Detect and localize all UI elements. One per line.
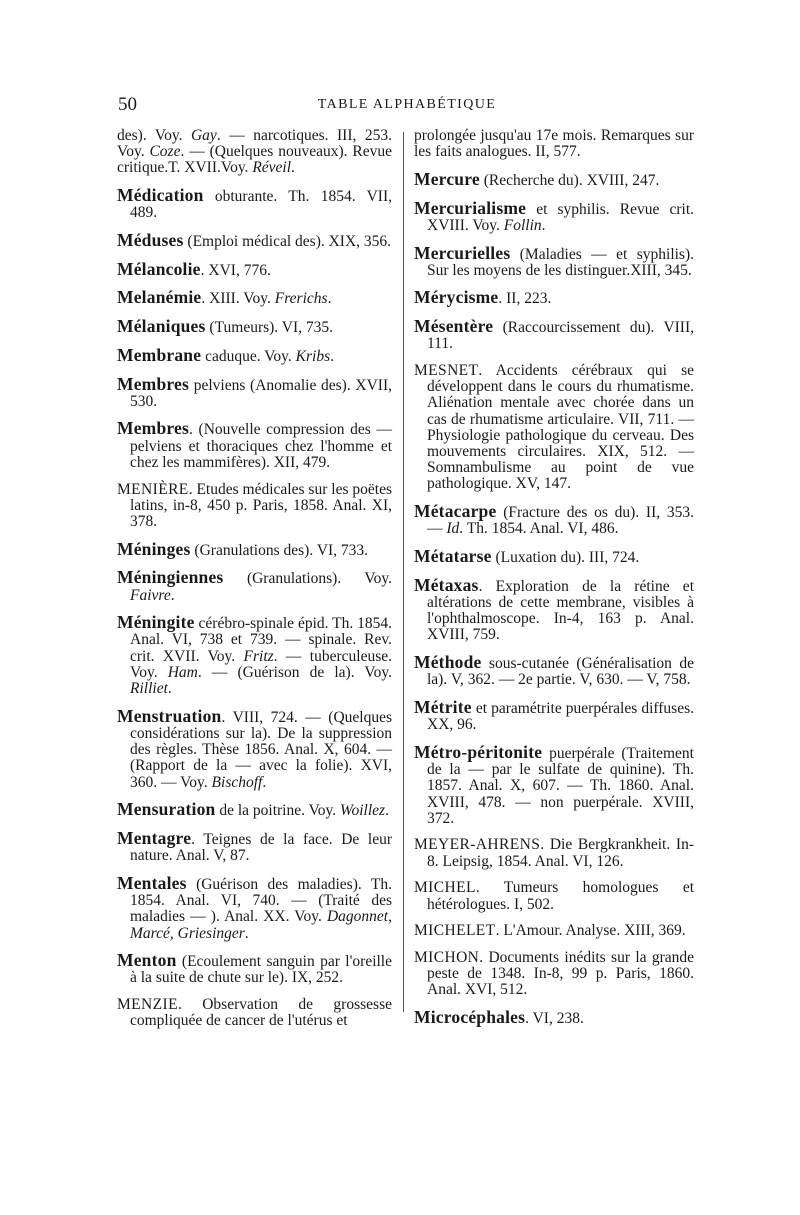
index-entry xyxy=(117,232,392,250)
index-entry xyxy=(117,344,392,365)
entry-headword: Mercurielles xyxy=(414,242,511,263)
entry-reference: Réveil xyxy=(252,159,292,177)
entry-reference: Kribs xyxy=(295,347,331,365)
index-entry xyxy=(414,242,694,279)
entry-text: (Raccourcissement du). VIII, 111. xyxy=(427,319,694,353)
index-entry xyxy=(414,548,694,566)
index-entry xyxy=(117,420,392,471)
index-entry xyxy=(414,503,694,537)
index-entry xyxy=(117,318,392,336)
entry-text: et paramétrite puerpérales diffuses. XX, 96. xyxy=(427,699,694,734)
entry-headword: Membres xyxy=(117,418,190,439)
entry-headword: Membres xyxy=(117,373,190,394)
entry-reference: Gay xyxy=(190,127,217,144)
entry-text: (Granulations). Voy. xyxy=(223,570,392,588)
entry-text: (Granulations des). VI, 733. xyxy=(190,541,369,559)
entry-text: . L'Amour. Analyse. XIII, 369. xyxy=(495,922,686,940)
entry-text: sous-cutanée (Généralisation de la). V, 362. — 2e partie. V, 630. — V, 758. xyxy=(427,655,694,689)
entry-headword: Menton xyxy=(117,950,177,971)
entry-text: . — tuberculeuse. Voy. xyxy=(130,647,392,681)
entry-headword: Microcéphales xyxy=(414,1007,526,1028)
entry-text: et syphilis. Revue crit. XVIII. Voy. xyxy=(427,200,694,234)
index-entry xyxy=(414,363,694,493)
index-entry xyxy=(414,741,694,827)
entry-headword: Mélaniques xyxy=(117,316,206,337)
entry-headword: Melanémie xyxy=(117,287,202,308)
entry-text: (Ecoulement sanguin par l'oreille à la suite de chute sur le). IX, 252. xyxy=(130,953,392,987)
entry-headword: Métaxas xyxy=(414,574,479,595)
left-column xyxy=(117,128,392,1040)
entry-headword: Méduses xyxy=(117,230,184,251)
entry-headword: Mésentère xyxy=(414,316,494,337)
entry-text: (Luxation du). III, 724. xyxy=(491,549,640,567)
index-entry xyxy=(414,168,694,189)
entry-text: . xyxy=(244,924,249,942)
entry-author: MICHEL xyxy=(414,879,476,897)
index-entry xyxy=(117,258,392,279)
entry-reference: Woillez xyxy=(340,802,386,820)
entry-text: . XIII. Voy. xyxy=(201,290,275,308)
index-entry xyxy=(117,569,392,603)
entry-text: . VI, 238. xyxy=(525,1010,584,1028)
entry-author: MESNET xyxy=(414,362,479,380)
index-entry xyxy=(117,830,392,864)
entry-headword: Mensuration xyxy=(117,799,216,820)
entry-text: obturante. Th. 1854. VII, 489. xyxy=(130,188,392,222)
entry-text: . Accidents cérébraux qui se développent dans le cours du rhumatisme. Aliénation mentale avec chorée dans un cas de rhumatisme articulaire. VII, 711. — Physiologie pathologique du cerveau. Des mouvements circulaires. XIX, 512. — Somnambulisme au point de vue pathologique. XV, 147. xyxy=(427,362,694,493)
entry-text: cérébro-spinale épid. Th. 1854. Anal. VI, 738 et 739. — spinale. Rev. crit. XVII. Voy. xyxy=(130,615,392,665)
entry-text: . xyxy=(170,586,175,604)
entry-text: . Etudes médicales sur les poëtes latins, in-8, 450 p. Paris, 1858. Anal. XI, 378. xyxy=(130,480,392,530)
index-entry xyxy=(117,482,392,531)
entry-headword: Métro-péritonite xyxy=(414,741,543,762)
entry-text: (Maladies — et syphilis). Sur les moyens de les distinguer.XIII, 345. xyxy=(427,245,694,279)
entry-reference: Rilliet xyxy=(130,680,168,698)
entry-headword: Méninges xyxy=(117,538,191,559)
entry-text: . Die Bergkrankheit. In-8. Leipsig, 1854. Anal. VI, 126. xyxy=(427,836,694,870)
index-entry xyxy=(414,654,694,688)
entry-text: . Th. 1854. Anal. VI, 486. xyxy=(459,520,619,538)
entry-text: puerpérale (Traitement de la — par le sulfate de quinine). Th. 1857. Anal. X, 607. — Th. 1860. Anal. XVIII, 478. — non puerpérale. XVIII, 372. xyxy=(427,744,694,827)
index-entry xyxy=(117,872,392,942)
index-entry xyxy=(414,696,694,734)
entry-text: pelviens (Anomalie des). XVII, 530. xyxy=(130,376,392,410)
entry-reference: Follin xyxy=(503,216,542,234)
right-column xyxy=(414,128,694,1038)
entry-reference: Faivre xyxy=(130,586,171,604)
entry-headword: Méningite xyxy=(117,612,195,633)
entry-author: MENZIE xyxy=(117,996,178,1014)
index-entry xyxy=(414,950,694,999)
column-divider xyxy=(403,132,404,1012)
entry-headword: Mentagre xyxy=(117,828,192,848)
entry-text: . xyxy=(330,347,334,365)
entry-headword: Mercure xyxy=(414,168,480,189)
entry-reference: Id xyxy=(446,520,460,538)
entry-text: des). Voy. xyxy=(117,127,191,144)
entry-text: . (Nouvelle compression des — pelviens et thoraciques chez l'homme et chez les mammifères). XII, 479. xyxy=(130,421,392,471)
entry-author: MICHON xyxy=(414,948,480,966)
entry-text: . II, 223. xyxy=(498,290,552,308)
entry-author: MEYER-AHRENS xyxy=(414,836,541,854)
entry-text: . Observation de grossesse compliquée de cancer de l'utérus et xyxy=(130,996,392,1030)
entry-text: . — (Guérison de la). Voy. xyxy=(197,663,392,681)
entry-headword: Mérycisme xyxy=(414,287,499,308)
entry-text: (Recherche du). XVIII, 247. xyxy=(479,171,660,189)
entry-text: . — narcotiques. III, 253. Voy. xyxy=(117,127,392,161)
entry-reference: Bischoff xyxy=(211,773,263,791)
entry-text: . Tumeurs homologues et hétérologues. I, 502. xyxy=(427,879,694,913)
index-entry xyxy=(414,837,694,869)
entry-headword: Méthode xyxy=(414,652,482,673)
entry-text: . xyxy=(541,216,546,234)
index-entry xyxy=(414,574,694,644)
entry-text: . VIII, 724. — (Quelques considérations sur la). De la suppression des règles. Thèse 1856. Anal. X, 604. — (Rapport de la — avec la folie). XVI, 360. — Voy. xyxy=(130,708,392,791)
index-entry xyxy=(414,289,694,307)
entry-text: . Teignes de la face. De leur nature. Anal. V, 87. xyxy=(130,831,392,865)
entry-headword: Mélancolie xyxy=(117,258,201,279)
entry-text: . xyxy=(262,773,267,791)
index-entry xyxy=(117,952,392,986)
entry-text: . xyxy=(385,802,389,820)
entry-text: caduque. Voy. xyxy=(201,347,296,365)
entry-headword: Membrane xyxy=(117,344,202,365)
entry-author: MICHELET xyxy=(414,922,496,940)
index-entry xyxy=(414,1009,694,1027)
index-entry xyxy=(414,318,694,352)
entry-headword: Mercurialisme xyxy=(414,197,527,218)
entry-text: . xyxy=(327,290,332,308)
index-entry xyxy=(117,614,392,697)
entry-text: (Guérison des maladies). Th. 1854. Anal. VI, 740. — (Traité des maladies — ). Anal. XX. Voy. xyxy=(130,875,392,926)
index-entry xyxy=(414,197,694,234)
entry-headword: Mentales xyxy=(117,872,187,893)
entry-text: . — (Quelques nouveaux). Revue critique.T. XVII.Voy. xyxy=(117,143,392,177)
entry-text: (Fracture des os du). II, 353. — xyxy=(427,504,694,538)
entry-reference: Coze xyxy=(149,143,181,161)
index-entry xyxy=(117,997,392,1029)
entry-text: prolongée jusqu'au 17e mois. Remarques sur les faits analogues. II, 577. xyxy=(414,127,694,161)
index-entry xyxy=(117,705,392,791)
entry-headword: Métrite xyxy=(414,696,472,717)
entry-reference: Ham xyxy=(167,663,198,681)
entry-reference: Dagonnet, Marcé, Griesinger xyxy=(130,908,392,942)
index-entry xyxy=(117,538,392,559)
index-entry xyxy=(414,923,694,939)
entry-reference: Fritz xyxy=(243,647,274,665)
page-number: 50 xyxy=(118,94,137,115)
index-entry xyxy=(117,373,392,410)
entry-text: . Documents inédits sur la grande peste de 1348. In-8, 99 p. Paris, 1860. Anal. XVI, 512. xyxy=(427,948,694,999)
index-entry xyxy=(414,880,694,912)
index-entry xyxy=(117,128,392,177)
running-title: TABLE ALPHABÉTIQUE xyxy=(317,97,497,112)
entry-text: de la poitrine. Voy. xyxy=(215,802,341,820)
entry-text: . XVI, 776. xyxy=(200,261,271,279)
page-header xyxy=(118,94,696,118)
entry-headword: Méningiennes xyxy=(117,567,224,588)
entry-text: (Tumeurs). VI, 735. xyxy=(205,319,333,337)
entry-text: . Exploration de la rétine et altérations de cette membrane, visibles à l'ophthalmoscope. In-4, 163 p. Anal. XVIII, 759. xyxy=(427,577,694,644)
entry-headword: Métacarpe xyxy=(414,501,497,522)
entry-headword: Métatarse xyxy=(414,546,492,567)
entry-author: MENIÈRE xyxy=(117,480,189,498)
index-entry xyxy=(117,187,392,221)
entry-text: . xyxy=(167,680,172,698)
entry-headword: Menstruation xyxy=(117,705,222,726)
entry-reference: Frerichs xyxy=(274,290,328,308)
index-entry xyxy=(414,128,694,160)
index-entry xyxy=(117,289,392,307)
index-entry xyxy=(117,801,392,819)
entry-headword: Médication xyxy=(117,185,204,206)
entry-text: (Emploi médical des). XIX, 356. xyxy=(183,233,392,251)
entry-text: . xyxy=(291,159,295,177)
